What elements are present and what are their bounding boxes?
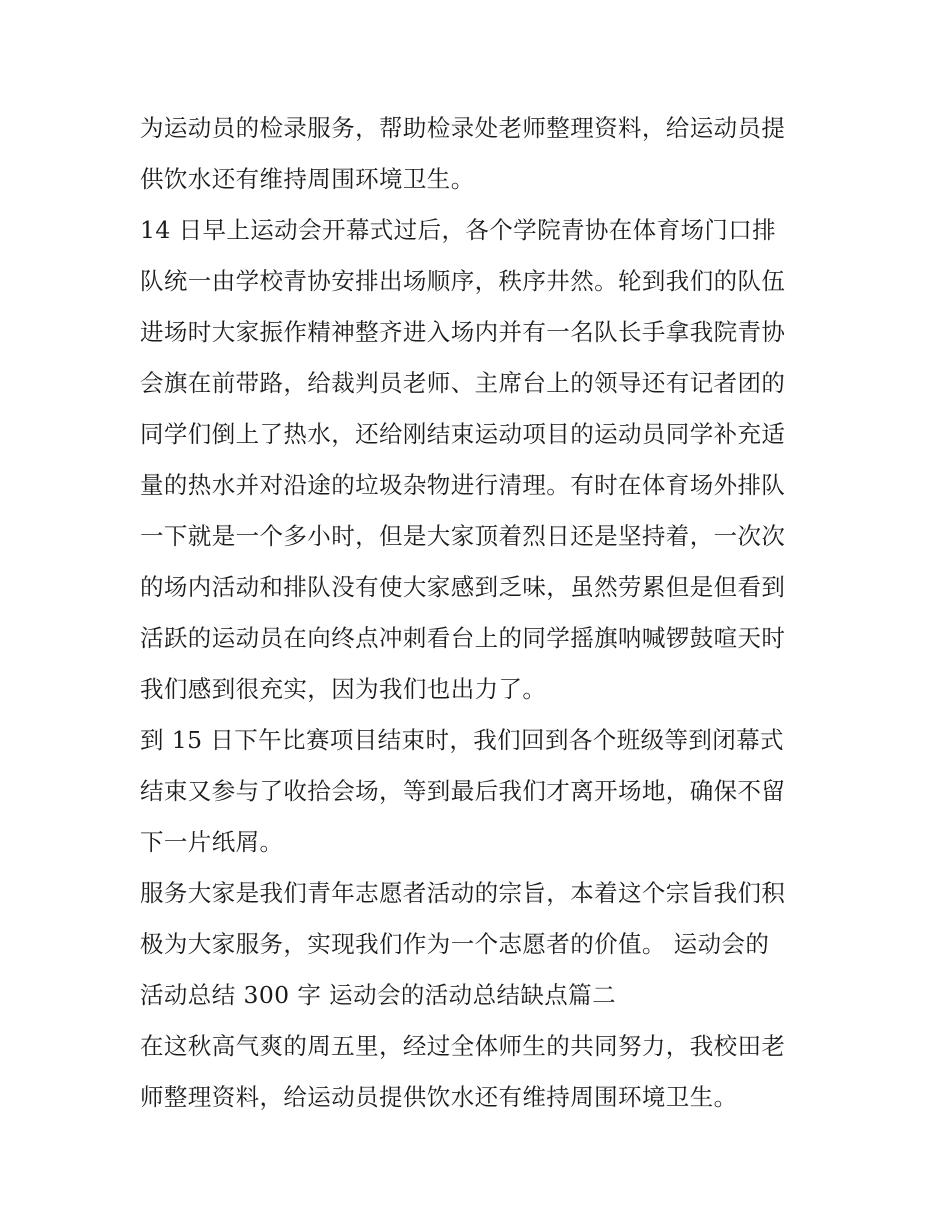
text-line: 队统一由学校青协安排出场顺序，秩序井然。轮到我们的队伍 — [140, 267, 786, 295]
text-line: 我们感到很充实，因为我们也出力了。 — [140, 675, 547, 703]
text-line: 一下就是一个多小时，但是大家顶着烈日还是坚持着，一次次 — [140, 522, 786, 550]
text-line: 进场时大家振作精神整齐进入场内并有一名队长手拿我院青协 — [140, 318, 786, 346]
document-page — [140, 103, 820, 1123]
text-line: 师整理资料，给运动员提供饮水还有维持周围环境卫生。 — [140, 1083, 738, 1111]
text-line: 下一片纸屑。 — [140, 828, 284, 856]
text-line: 服务大家是我们青年志愿者活动的宗旨，本着这个宗旨我们积 — [140, 879, 786, 907]
text-line: 同学们倒上了热水，还给刚结束运动项目的运动员同学补充适 — [140, 420, 786, 448]
text-line: 14 日早上运动会开幕式过后，各个学院青协在体育场门口排 — [140, 216, 777, 244]
text-line: 结束又参与了收拾会场，等到最后我们才离开场地，确保不留 — [140, 777, 786, 805]
text-line: 活动总结 300 字 运动会的活动总结缺点篇二 — [140, 981, 616, 1009]
text-line: 在这秋高气爽的周五里，经过全体师生的共同努力，我校田老 — [140, 1032, 786, 1060]
text-line: 的场内活动和排队没有使大家感到乏味，虽然劳累但是但看到 — [140, 573, 786, 601]
text-line: 活跃的运动员在向终点冲刺看台上的同学摇旗呐喊锣鼓喧天时 — [140, 624, 786, 652]
text-line: 量的热水并对沿途的垃圾杂物进行清理。有时在体育场外排队 — [140, 471, 786, 499]
text-line: 供饮水还有维持周围环境卫生。 — [140, 165, 475, 193]
text-line: 会旗在前带路，给裁判员老师、主席台上的领导还有记者团的 — [140, 369, 786, 397]
text-line: 极为大家服务，实现我们作为一个志愿者的价值。 运动会的 — [140, 930, 770, 958]
text-line: 到 15 日下午比赛项目结束时，我们回到各个班级等到闭幕式 — [140, 726, 784, 754]
text-line: 为运动员的检录服务，帮助检录处老师整理资料，给运动员提 — [140, 114, 786, 142]
